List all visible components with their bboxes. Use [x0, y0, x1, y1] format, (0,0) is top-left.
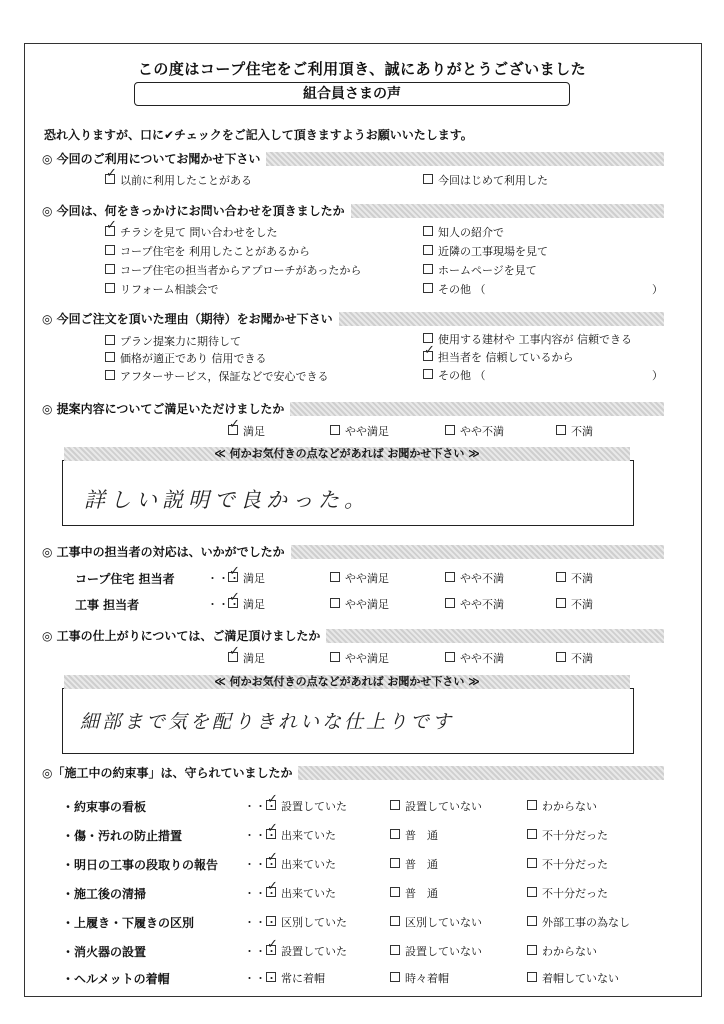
checkbox-icon: [556, 572, 566, 582]
row-label: コープ住宅 担当者: [75, 572, 175, 586]
checkbox-option[interactable]: ✓ 満足: [228, 570, 265, 586]
row-dots: ・・・: [244, 858, 277, 871]
checkbox-icon: [105, 283, 115, 293]
checked-box-icon: [423, 351, 433, 361]
checkbox-option[interactable]: 区別していた: [266, 914, 347, 930]
checked-box-icon: [228, 652, 238, 662]
checkbox-option[interactable]: 不十分だった: [527, 856, 608, 872]
checked-box-icon: [266, 800, 276, 810]
row-label: ・施工後の清掃: [62, 887, 147, 901]
checkbox-option[interactable]: 近隣の工事現場を見て: [423, 243, 548, 259]
checkbox-icon: [527, 887, 537, 897]
checkbox-option[interactable]: 価格が適正であり 信用できる: [105, 350, 267, 366]
row-dots: ・・・: [244, 972, 277, 985]
checkbox-icon: [527, 945, 537, 955]
checkbox-option[interactable]: コープ住宅を 利用したことがあるから: [105, 243, 310, 259]
row-dots: ・・・: [244, 800, 277, 813]
checked-box-icon: [228, 598, 238, 608]
checkbox-option[interactable]: やや満足: [330, 596, 389, 612]
checkbox-option[interactable]: 不満: [556, 570, 593, 586]
row-label: ・約束事の看板: [62, 800, 147, 814]
checkbox-option[interactable]: 着帽していない: [527, 970, 619, 986]
row-dots: ・・・: [207, 598, 240, 611]
checkbox-icon: [556, 425, 566, 435]
checkbox-option[interactable]: 普 通: [390, 827, 438, 843]
checked-box-icon: [105, 226, 115, 236]
checkbox-icon: [556, 652, 566, 662]
checkbox-option[interactable]: やや不満: [445, 570, 504, 586]
checkbox-option[interactable]: その他 （: [423, 367, 486, 383]
checkbox-icon: [390, 829, 400, 839]
checkbox-icon: [105, 370, 115, 380]
checkbox-option[interactable]: ✓ 設置していた: [266, 798, 347, 814]
comment-heading: ≪ 何かお気付きの点などがあれば お聞かせ下さい ≫: [64, 447, 630, 461]
section-heading-reason: ◎ 今回ご注文を頂いた理由（期待）をお聞かせ下さい: [40, 312, 664, 326]
checkbox-icon: [527, 916, 537, 926]
row-dots: ・・・: [207, 572, 240, 585]
checkbox-icon: [330, 572, 340, 582]
row-label: ・ヘルメットの着帽: [62, 972, 170, 986]
row-label: ・傷・汚れの防止措置: [62, 829, 183, 843]
checkbox-option[interactable]: プラン提案力に期待して: [105, 333, 241, 349]
checked-box-icon: [266, 945, 276, 955]
checked-box-icon: [228, 572, 238, 582]
checkbox-icon: [556, 598, 566, 608]
section-heading-usage: ◎ 今回のご利用についてお聞かせ下さい: [40, 152, 664, 166]
checkbox-option[interactable]: 今回はじめて利用した: [423, 172, 548, 188]
row-dots: ・・・: [244, 916, 277, 929]
instructions: 恐れ入りますが、口に✔チェックをご記入して頂きますようお願いいたします。: [44, 128, 473, 142]
checkbox-icon: [445, 598, 455, 608]
checkbox-option[interactable]: コープ住宅の担当者からアプローチがあったから: [105, 262, 361, 278]
row-label: 工事 担当者: [75, 598, 140, 612]
checked-box-icon: [228, 425, 238, 435]
checkbox-option[interactable]: わからない: [527, 943, 597, 959]
checkbox-option[interactable]: 使用する建材や 工事内容が 信頼できる: [423, 331, 632, 347]
row-dots: ・・・: [244, 887, 277, 900]
checkbox-icon: [527, 829, 537, 839]
checkbox-icon: [105, 352, 115, 362]
checkbox-icon: [445, 425, 455, 435]
checked-box-icon: [105, 174, 115, 184]
checkbox-option[interactable]: ✓以前に利用したことがある: [105, 172, 252, 188]
checkbox-option[interactable]: やや不満: [445, 596, 504, 612]
checkbox-option[interactable]: やや満足: [330, 423, 389, 439]
checkbox-option[interactable]: やや満足: [330, 650, 389, 666]
checkbox-icon: [105, 335, 115, 345]
checkbox-option[interactable]: 外部工事の為なし: [527, 914, 630, 930]
checkbox-icon: [423, 245, 433, 255]
section-heading-staff: ◎ 工事中の担当者の対応は、いかがでしたか: [40, 545, 664, 559]
checkbox-option[interactable]: 設置していない: [390, 943, 482, 959]
checkbox-option[interactable]: ホームページを見て: [423, 262, 537, 278]
section-heading-trigger: ◎ 今回は、何をきっかけにお問い合わせを頂きましたか: [40, 204, 664, 218]
checkbox-option[interactable]: ✓担当者を 信頼しているから: [423, 349, 574, 365]
row-label: ・消火器の設置: [62, 945, 147, 959]
checkbox-option[interactable]: わからない: [527, 798, 597, 814]
page-subtitle: 組合員さまの声: [134, 82, 570, 106]
checkbox-icon: [423, 174, 433, 184]
section-heading-rules: ◎「施工中の約束事」は、守られていましたか: [40, 766, 664, 780]
checkbox-option[interactable]: その他 （: [423, 281, 486, 297]
checkbox-icon: [330, 425, 340, 435]
checkbox-icon: [105, 264, 115, 274]
checkbox-icon: [390, 800, 400, 810]
checkbox-icon: [266, 972, 276, 982]
checkbox-icon: [527, 972, 537, 982]
checkbox-icon: [423, 333, 433, 343]
checkbox-option[interactable]: 普 通: [390, 885, 438, 901]
checkbox-option[interactable]: 設置していない: [390, 798, 482, 814]
row-dots: ・・・: [244, 945, 277, 958]
checkbox-option[interactable]: 知人の紹介で: [423, 224, 504, 240]
checkbox-icon: [266, 916, 276, 926]
section-heading-finish: ◎ 工事の仕上がりについては、ご満足頂けましたか: [40, 629, 664, 643]
checkbox-option[interactable]: 不満: [556, 650, 593, 666]
checkbox-option[interactable]: リフォーム相談会で: [105, 281, 218, 297]
checkbox-icon: [330, 652, 340, 662]
checkbox-option[interactable]: ✓ 出来ていた: [266, 885, 336, 901]
checkbox-icon: [527, 858, 537, 868]
close-paren: ）: [652, 369, 663, 382]
row-dots: ・・・: [244, 829, 277, 842]
handwritten-comment: 細部まで気を配りきれいな仕上りです: [80, 711, 455, 733]
checkbox-icon: [423, 369, 433, 379]
checkbox-icon: [390, 887, 400, 897]
checkbox-option[interactable]: ✓ 設置していた: [266, 943, 347, 959]
checkbox-option[interactable]: 時々着帽: [390, 970, 449, 986]
checkbox-option[interactable]: やや不満: [445, 423, 504, 439]
checkbox-option[interactable]: ✓満足: [228, 423, 265, 439]
checkbox-option[interactable]: 区別していない: [390, 914, 482, 930]
checkbox-icon: [330, 598, 340, 608]
checkbox-option[interactable]: 不十分だった: [527, 827, 608, 843]
checked-box-icon: [266, 858, 276, 868]
checkbox-option[interactable]: 常に着帽: [266, 970, 325, 986]
checked-box-icon: [266, 829, 276, 839]
checkbox-icon: [445, 572, 455, 582]
checkbox-option[interactable]: ✓チラシを見て 問い合わせをした: [105, 224, 278, 240]
comment-heading: ≪ 何かお気付きの点などがあれば お聞かせ下さい ≫: [64, 675, 630, 689]
checkbox-option[interactable]: 不満: [556, 596, 593, 612]
checked-box-icon: [266, 887, 276, 897]
checkbox-option[interactable]: ✓ 出来ていた: [266, 856, 336, 872]
checkbox-option[interactable]: ✓満足: [228, 650, 265, 666]
section-heading-proposal: ◎ 提案内容についてご満足いただけましたか: [40, 402, 664, 416]
handwritten-comment: 詳しい説明で良かった。: [84, 488, 370, 512]
row-label: ・上履き・下履きの区別: [62, 916, 195, 930]
row-label: ・明日の工事の段取りの報告: [62, 858, 219, 872]
checkbox-icon: [423, 264, 433, 274]
checkbox-icon: [423, 226, 433, 236]
checkbox-option[interactable]: ✓ 満足: [228, 596, 265, 612]
checkbox-option[interactable]: ✓ 出来ていた: [266, 827, 336, 843]
checkbox-icon: [445, 652, 455, 662]
checkbox-option[interactable]: 不満: [556, 423, 593, 439]
checkbox-icon: [527, 800, 537, 810]
checkbox-icon: [105, 245, 115, 255]
checkbox-icon: [390, 945, 400, 955]
checkbox-icon: [390, 972, 400, 982]
checkbox-option[interactable]: アフターサービス，保証などで安心できる: [105, 368, 329, 384]
checkbox-option[interactable]: 不十分だった: [527, 885, 608, 901]
page-title: この度はコープ住宅をご利用頂き、誠にありがとうございました: [137, 60, 587, 78]
checkbox-option[interactable]: やや不満: [445, 650, 504, 666]
checkbox-option[interactable]: 普 通: [390, 856, 438, 872]
checkbox-icon: [423, 283, 433, 293]
checkbox-icon: [390, 858, 400, 868]
checkbox-option[interactable]: やや満足: [330, 570, 389, 586]
checkbox-icon: [390, 916, 400, 926]
close-paren: ）: [652, 283, 663, 296]
